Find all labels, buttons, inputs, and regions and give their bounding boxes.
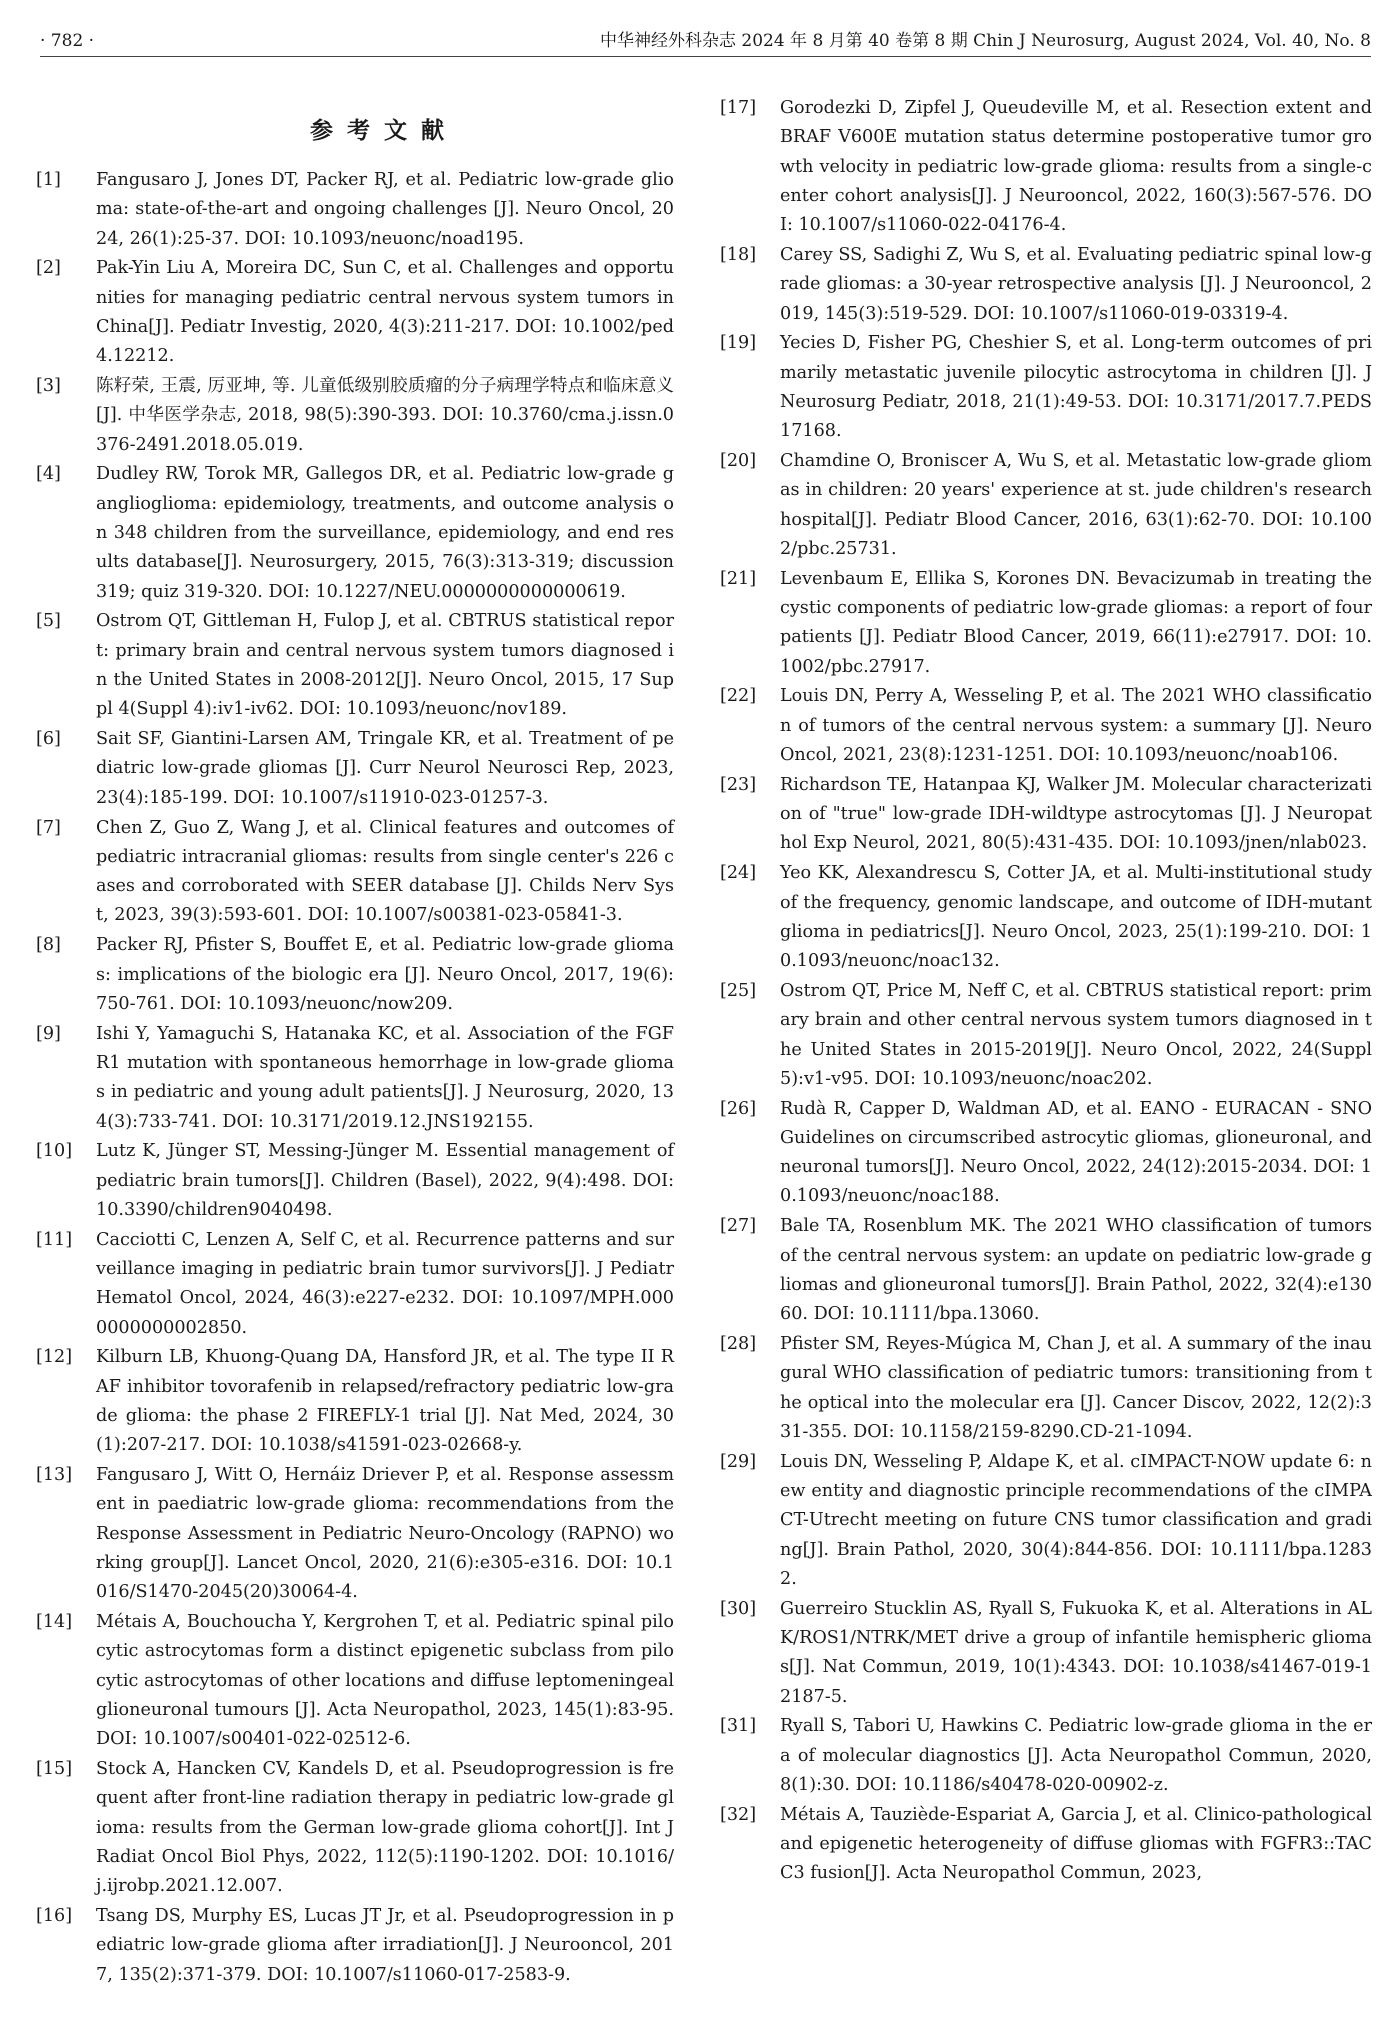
reference-number: [9]: [36, 1023, 61, 1044]
reference-number: [6]: [36, 729, 61, 750]
reference-text: Tsang DS, Murphy ES, Lucas JT Jr, et al. Pseudoprogression in pediatric low-grade glioma after irradiation[J]. J Neurooncol, 2017, 135(2):371-379. DOI: 10.1007/s11060-017-2583-9.: [96, 1906, 674, 1985]
reference-text: Pak-Yin Liu A, Moreira DC, Sun C, et al. Challenges and opportunities for managing pediatric central nervous system tumors in China[J]. Pediatr Investig, 2020, 4(3):211-217. DOI: 10.1002/ped4.12212.: [96, 258, 674, 367]
references-heading: 参考文献: [310, 118, 458, 144]
reference-entry: [720, 1712, 1372, 1800]
reference-text: Ostrom QT, Price M, Neff C, et al. CBTRUS statistical report: primary brain and other central nervous system tumors diagnosed in the United States in 2015-2019[J]. Neuro Oncol, 2022, 24(Suppl 5):v1-v95. DOI: 10.1093/neuonc/noac202.: [780, 980, 1372, 1089]
reference-entry: [720, 447, 1372, 564]
reference-entry: [720, 94, 1372, 240]
references-column-left: [36, 166, 674, 1990]
reference-entry: [720, 977, 1372, 1094]
reference-number: [14]: [36, 1612, 73, 1633]
reference-text: Sait SF, Giantini-Larsen AM, Tringale KR, et al. Treatment of pediatric low-grade gliomas [J]. Curr Neurol Neurosci Rep, 2023, 23(4):185-199. DOI: 10.1007/s11910-023-01257-3.: [96, 729, 674, 808]
reference-number: [31]: [720, 1716, 757, 1737]
reference-text: Fangusaro J, Witt O, Hernáiz Driever P, et al. Response assessment in paediatric low-grade glioma: recommendations from the Response Assessment in Pediatric Neuro-Oncology (RAPNO) working group[J]. Lancet Oncol, 2020, 21(6):e305-e316. DOI: 10.1016/S1470-2045(20)30064-4.: [96, 1465, 674, 1603]
reference-text: Guerreiro Stucklin AS, Ryall S, Fukuoka K, et al. Alterations in ALK/ROS1/NTRK/MET drive a group of infantile hemispheric gliomas[J]. Nat Commun, 2019, 10(1):4343. DOI: 10.1038/s41467-019-12187-5.: [780, 1598, 1372, 1707]
reference-text: Carey SS, Sadighi Z, Wu S, et al. Evaluating pediatric spinal low-grade gliomas: a 30-year retrospective analysis [J]. J Neurooncol, 2019, 145(3):519-529. DOI: 10.1007/s11060-019-03319-4.: [780, 244, 1372, 324]
reference-entry: [720, 771, 1372, 859]
reference-entry: [720, 329, 1372, 446]
reference-entry: [720, 1448, 1372, 1594]
reference-text: Chen Z, Guo Z, Wang J, et al. Clinical features and outcomes of pediatric intracranial gliomas: results from single center's 226 cases and corroborated with SEER database [J]. Childs Nerv Syst, 2023, 39(3):593-601. DOI: 10.1007/s00381-023-05841-3.: [96, 817, 674, 926]
reference-entry: [36, 1020, 674, 1137]
running-header: [40, 26, 1371, 57]
reference-text: Packer RJ, Pfister S, Bouffet E, et al. Pediatric low-grade gliomas: implications of the biologic era [J]. Neuro Oncol, 2017, 19(6):750-761. DOI: 10.1093/neuonc/now209.: [96, 935, 674, 1014]
reference-entry: [720, 1801, 1372, 1889]
page-number: · 782 ·: [40, 31, 95, 51]
reference-text: Ryall S, Tabori U, Hawkins C. Pediatric low-grade glioma in the era of molecular diagnostics [J]. Acta Neuropathol Commun, 2020, 8(1):30. DOI: 10.1186/s40478-020-00902-z.: [780, 1716, 1372, 1795]
reference-number: [4]: [36, 464, 61, 485]
reference-text: Kilburn LB, Khuong-Quang DA, Hansford JR, et al. The type II RAF inhibitor tovorafenib in relapsed/refractory pediatric low-grade glioma: the phase 2 FIREFLY-1 trial [J]. Nat Med, 2024, 30(1):207-217. DOI: 10.1038/s41591-023-02668-y.: [96, 1347, 674, 1456]
reference-number: [22]: [720, 686, 757, 707]
reference-number: [17]: [720, 98, 757, 118]
reference-entry: [36, 1226, 674, 1343]
reference-entry: [36, 460, 674, 606]
reference-entry: [36, 607, 674, 724]
reference-text: Stock A, Hancken CV, Kandels D, et al. Pseudoprogression is frequent after front-line radiation therapy in pediatric low-grade glioma: results from the German low-grade glioma cohort[J]. Int J Radiat Oncol Biol Phys, 2022, 112(5):1190-1202. DOI: 10.1016/j.ijrobp.2021.12.007.: [96, 1759, 674, 1897]
reference-number: [23]: [720, 774, 757, 795]
reference-entry: [36, 814, 674, 931]
reference-text: Levenbaum E, Ellika S, Korones DN. Bevacizumab in treating the cystic components of pediatric low-grade gliomas: a report of four patients [J]. Pediatr Blood Cancer, 2019, 66(11):e27917. DOI: 10.1002/pbc.27917.: [780, 568, 1372, 677]
reference-number: [3]: [36, 376, 61, 397]
reference-entry: [36, 1343, 674, 1460]
reference-number: [2]: [36, 258, 61, 279]
reference-text: Yecies D, Fisher PG, Cheshier S, et al. Long-term outcomes of primarily metastatic juvenile pilocytic astrocytoma in children [J]. J Neurosurg Pediatr, 2018, 21(1):49-53. DOI: 10.3171/2017.7.PEDS17168.: [780, 333, 1372, 442]
reference-number: [1]: [36, 170, 61, 190]
reference-text: Lutz K, Jünger ST, Messing-Jünger M. Essential management of pediatric brain tumors[J]. Children (Basel), 2022, 9(4):498. DOI: 10.3390/children9040498.: [96, 1141, 674, 1220]
reference-entry: [720, 859, 1372, 976]
reference-text: Métais A, Bouchoucha Y, Kergrohen T, et al. Pediatric spinal pilocytic astrocytomas form a distinct epigenetic subclass from pilocytic astrocytomas of other locations and diffuse leptomeningeal glioneuronal tumours [J]. Acta Neuropathol, 2023, 145(1):83-95. DOI: 10.1007/s00401-022-02512-6.: [96, 1612, 674, 1750]
reference-number: [8]: [36, 935, 61, 956]
reference-number: [18]: [720, 244, 757, 265]
reference-text: Richardson TE, Hatanpaa KJ, Walker JM. Molecular characterization of "true" low-grade IDH-wildtype astrocytomas [J]. J Neuropathol Exp Neurol, 2021, 80(5):431-435. DOI: 10.1093/jnen/nlab023.: [780, 774, 1372, 854]
reference-text: Yeo KK, Alexandrescu S, Cotter JA, et al. Multi-institutional study of the frequency, genomic landscape, and outcome of IDH-mutant glioma in pediatrics[J]. Neuro Oncol, 2023, 25(1):199-210. DOI: 10.1093/neuonc/noac132.: [780, 863, 1372, 972]
reference-number: [12]: [36, 1347, 73, 1368]
reference-entry: [720, 1095, 1372, 1212]
reference-entry: [36, 931, 674, 1019]
reference-text: Ostrom QT, Gittleman H, Fulop J, et al. CBTRUS statistical report: primary brain and central nervous system tumors diagnosed in the United States in 2008-2012[J]. Neuro Oncol, 2015, 17 Suppl 4(Suppl 4):iv1-iv62. DOI: 10.1093/neuonc/nov189.: [96, 611, 674, 720]
reference-text: Métais A, Tauziède-Espariat A, Garcia J, et al. Clinico-pathological and epigenetic heterogeneity of diffuse gliomas with FGFR3::TACC3 fusion[J]. Acta Neuropathol Commun, 2023,: [780, 1804, 1372, 1884]
reference-number: [19]: [720, 333, 757, 354]
reference-entry: [36, 1608, 674, 1754]
reference-text: Gorodezki D, Zipfel J, Queudeville M, et al. Resection extent and BRAF V600E mutation status determine postoperative tumor growth velocity in pediatric low-grade glioma: results from a single-center cohort analysis[J]. J Neurooncol, 2022, 160(3):567-576. DOI: 10.1007/s11060-022-04176-4.: [780, 98, 1372, 236]
reference-number: [26]: [720, 1098, 757, 1119]
reference-entry: [36, 372, 674, 460]
reference-number: [15]: [36, 1759, 73, 1780]
reference-entry: [36, 725, 674, 813]
reference-entry: [720, 1330, 1372, 1447]
reference-entry: [36, 1755, 674, 1901]
reference-entry: [720, 682, 1372, 770]
reference-entry: [36, 254, 674, 371]
reference-text: 陈籽荣, 王震, 厉亚坤, 等. 儿童低级别胶质瘤的分子病理学特点和临床意义[J]. 中华医学杂志, 2018, 98(5):390-393. DOI: 10.3760/cma.j.issn.0376-2491.2018.05.019.: [96, 376, 674, 455]
reference-number: [13]: [36, 1465, 73, 1486]
reference-text: Rudà R, Capper D, Waldman AD, et al. EANO - EURACAN - SNO Guidelines on circumscribed astrocytic gliomas, glioneuronal, and neuronal tumors[J]. Neuro Oncol, 2022, 24(12):2015-2034. DOI: 10.1093/neuonc/noac188.: [780, 1098, 1372, 1207]
reference-number: [21]: [720, 568, 757, 589]
references-column-right: [720, 94, 1372, 1889]
reference-number: [32]: [720, 1804, 757, 1825]
reference-number: [16]: [36, 1906, 73, 1927]
reference-entry: [36, 1902, 674, 1990]
reference-number: [30]: [720, 1598, 757, 1619]
reference-number: [5]: [36, 611, 61, 632]
reference-number: [29]: [720, 1451, 757, 1472]
reference-text: Louis DN, Wesseling P, Aldape K, et al. cIMPACT-NOW update 6: new entity and diagnostic principle recommendations of the cIMPACT-Utrecht meeting on future CNS tumor classification and grading[J]. Brain Pathol, 2020, 30(4):844-856. DOI: 10.1111/bpa.12832.: [780, 1451, 1372, 1589]
reference-number: [10]: [36, 1141, 73, 1162]
reference-number: [11]: [36, 1229, 73, 1250]
reference-number: [28]: [720, 1333, 757, 1354]
reference-text: Bale TA, Rosenblum MK. The 2021 WHO classification of tumors of the central nervous system: an update on pediatric low-grade gliomas and glioneuronal tumors[J]. Brain Pathol, 2022, 32(4):e13060. DOI: 10.1111/bpa.13060.: [780, 1216, 1372, 1325]
reference-text: Chamdine O, Broniscer A, Wu S, et al. Metastatic low-grade gliomas in children: 20 years' experience at st. jude children's research hospital[J]. Pediatr Blood Cancer, 2016, 63(1):62-70. DOI: 10.1002/pbc.25731.: [780, 451, 1372, 559]
reference-number: [20]: [720, 451, 757, 472]
reference-text: Cacciotti C, Lenzen A, Self C, et al. Recurrence patterns and surveillance imaging in pediatric brain tumor survivors[J]. J Pediatr Hematol Oncol, 2024, 46(3):e227-e232. DOI: 10.1097/MPH.0000000000002850.: [96, 1229, 674, 1338]
reference-entry: [720, 565, 1372, 682]
reference-text: Dudley RW, Torok MR, Gallegos DR, et al. Pediatric low-grade ganglioglioma: epidemiology, treatments, and outcome analysis on 348 children from the surveillance, epidemiology, and end results database[J]. Neurosurgery, 2015, 76(3):313-319; discussion 319; quiz 319-320. DOI: 10.1227/NEU.0000000000000619.: [96, 464, 674, 602]
reference-number: [27]: [720, 1216, 757, 1237]
reference-text: Louis DN, Perry A, Wesseling P, et al. The 2021 WHO classification of tumors of the central nervous system: a summary [J]. Neuro Oncol, 2021, 23(8):1231-1251. DOI: 10.1093/neuonc/noab106.: [780, 686, 1372, 766]
reference-entry: [720, 1595, 1372, 1712]
reference-entry: [720, 1212, 1372, 1329]
reference-text: Pfister SM, Reyes-Múgica M, Chan J, et al. A summary of the inaugural WHO classification of pediatric tumors: transitioning from the optical into the molecular era [J]. Cancer Discov, 2022, 12(2):331-355. DOI: 10.1158/2159-8290.CD-21-1094.: [780, 1333, 1372, 1442]
reference-entry: [36, 1461, 674, 1607]
reference-number: [24]: [720, 863, 757, 884]
reference-number: [25]: [720, 980, 757, 1001]
reference-entry: [720, 241, 1372, 329]
reference-number: [7]: [36, 817, 61, 838]
journal-citation-line: 中华神经外科杂志 2024 年 8 月第 40 卷第 8 期 Chin J Neurosurg, August 2024, Vol. 40, No. 8: [599, 31, 1371, 51]
reference-text: Ishi Y, Yamaguchi S, Hatanaka KC, et al. Association of the FGFR1 mutation with spontaneous hemorrhage in low-grade gliomas in pediatric and young adult patients[J]. J Neurosurg, 2020, 134(3):733-741. DOI: 10.3171/2019.12.JNS192155.: [96, 1023, 674, 1132]
reference-entry: [36, 166, 674, 254]
reference-entry: [36, 1137, 674, 1225]
reference-text: Fangusaro J, Jones DT, Packer RJ, et al. Pediatric low-grade glioma: state-of-the-art and ongoing challenges [J]. Neuro Oncol, 2024, 26(1):25-37. DOI: 10.1093/neuonc/noad195.: [96, 170, 674, 249]
